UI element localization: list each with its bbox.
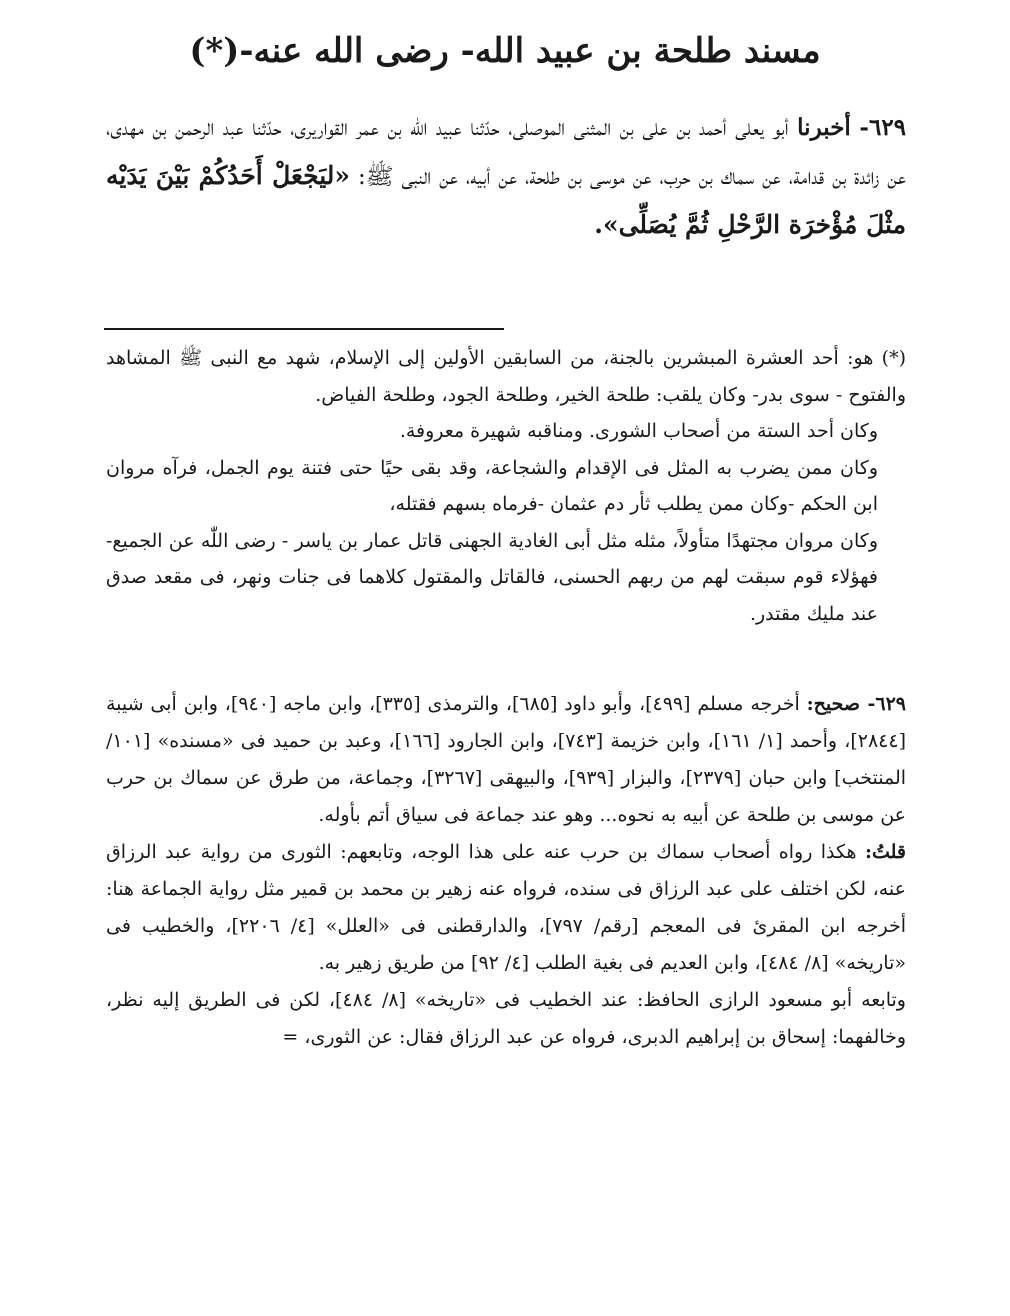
footnote-divider (104, 328, 504, 330)
takhrij-text: أخرجه مسلم [٤٩٩]، وأبو داود [٦٨٥]، والترمذى [٣٣٥]، وابن ماجه [٩٤٠]، وابن أبى شيبة [٢٨٤٤]، وأحمد [١/ ١٦١]، وابن خزيمة [٧٤٣]، وابن الجارود [١٦٦]، وعبد بن حميد فى «مسنده» [١٠١/ المنتخب] وابن حبان [٢٣٧٩]، والبزار [٩٣٩]، والبيهقى [٣٢٦٧]، وجماعة، من طرق عن سماك بن حرب عن موسى بن طلحة عن أبيه به نحوه... وهو عند جماعة فى سياق أتم بأوله. (106, 693, 907, 826)
takhrij-paragraph (106, 686, 906, 834)
takhrij-footnote (106, 686, 906, 1056)
biography-paragraph: وكان ممن يضرب به المثل فى الإقدام والشجاعة، وقد بقى حيًا حتى فتنة يوم الجمل، فرآه مروان ابن الحكم -وكان ممن يطلب ثأر دم عثمان -فرماه بسهم فقتله، (106, 456, 878, 515)
qultu-label: قلتُ: (864, 841, 906, 863)
last-paragraph: وتابعه أبو مسعود الرازى الحافظ: عند الخطيب فى «تاريخه» [٨/ ٤٨٤]، لكن فى الطريق إليه نظر، وخالفهما: إسحاق بن إبراهيم الدبرى، فرواه عن عبد الرزاق فقال: عن الثورى، = (106, 989, 906, 1048)
qultu-text: هكذا رواه أصحاب سماك بن حرب عنه على هذا الوجه، وتابعهم: الثورى من رواية عبد الرزاق عنه، لكن اختلف على عبد الرزاق فى سنده، فرواه عنه زهير بن محمد بن قمير مثل رواية الجماعة هنا: أخرجه ابن المقرئ فى المعجم [رقم/ ٧٩٧]، والدارقطنى فى «العلل» [٤/ ٢٢٠٦]، والخطيب فى «تاريخه» [٨/ ٤٨٤]، وابن العديم فى بغية الطلب [٤/ ٩٢] من طريق زهير به. (106, 841, 906, 974)
hadith-isnad: أبو يعلى أحمد بن على بن المثنى الموصلى، حدّثنا عبيد اللّٰه بن عمر القواريرى، حدّثنا عبد الرحمن بن مهدى، عن زائدة بن قدامة، عن سماك بن حرب، عن موسى بن طلحة، عن أبيه، عن النبى ﷺ: (106, 115, 906, 190)
hadith-lead: أخبرنا (797, 114, 851, 141)
hadith-matn: «ليَجْعَلْ أَحَدُكُمْ بَيْنَ يَدَيْه مثْلَ مُؤْخرَة الرَّحْلِ ثُمَّ يُصَلِّى». (106, 161, 906, 239)
page-title: مسند طلحة بن عبيد الله- رضى الله عنه-(*) (189, 31, 821, 71)
hadith-text (106, 104, 906, 250)
biography-paragraph: وكان مروان مجتهدًا متأولاً، مثله مثل أبى الغادية الجهنى قاتل عمار بن ياسر - رضى اللّٰه عن الجميع- فهؤلاء قوم سبقت لهم من ربهم الحسنى، فالقاتل والمقتول كلاهما فى جنات ونهر، فى مقعد صدق عند مليك مقتدر. (106, 529, 878, 625)
biography-paragraph: وكان أحد الستة من أصحاب الشورى. ومناقبه شهيرة معروفة. (399, 420, 878, 442)
biography-footnote (106, 340, 906, 632)
takhrij-label: ٦٢٩- صحيح: (806, 693, 906, 715)
hadith-number: ٦٢٩- (859, 114, 907, 141)
biography-paragraph: (*) هو: أحد العشرة المبشرين بالجنة، من السابقين الأولين إلى الإسلام، شهد مع النبى ﷺ المشاهد والفتوح - سوى بدر- وكان يلقب: طلحة الخير، وطلحة الجود، وطلحة الفياض. (106, 347, 906, 406)
qultu-paragraph (106, 834, 906, 982)
